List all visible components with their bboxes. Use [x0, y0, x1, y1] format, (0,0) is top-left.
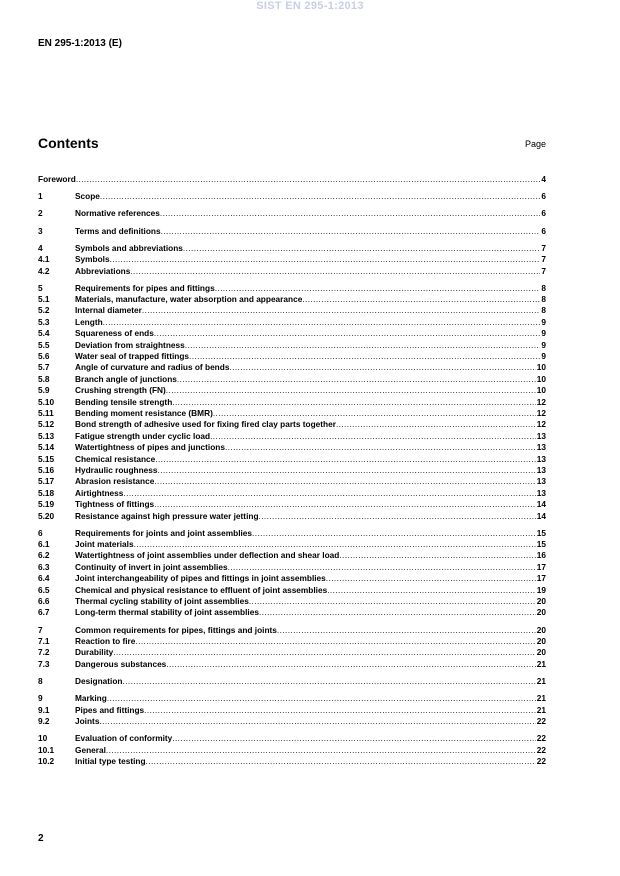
- toc-entry-page: 19: [536, 584, 546, 595]
- toc-entry-page: 17: [536, 573, 546, 584]
- toc-entry-number: 6.1: [38, 539, 50, 550]
- toc-entry-page: 20: [536, 636, 546, 647]
- toc-entry-page: 6: [541, 225, 546, 236]
- dot-leader: [135, 636, 535, 647]
- toc-entry-title: Normative references: [75, 208, 160, 219]
- toc-entry-number: 6.7: [38, 607, 50, 618]
- toc-entry-title: Terms and definitions: [75, 225, 161, 236]
- toc-entry[interactable]: [38, 596, 546, 607]
- toc-entry-title: Airtightness: [75, 487, 124, 498]
- toc-entry-title: Requirements for pipes and fittings: [75, 282, 215, 293]
- dot-leader: [166, 385, 536, 396]
- toc-entry-number: 7.1: [38, 636, 50, 647]
- toc-entry-title: Bond strength of adhesive used for fixing fired clay parts together: [75, 419, 336, 430]
- toc-entry-number: 9.1: [38, 704, 50, 715]
- toc-entry-number: 5.16: [38, 464, 55, 475]
- toc-entry-title: Chemical and physical resistance to effluent of joint assemblies: [75, 584, 328, 595]
- toc-entry-title: Durability: [75, 647, 114, 658]
- toc-entry-title: Crushing strength (FN): [75, 385, 166, 396]
- toc-entry-number: 1: [38, 191, 43, 202]
- toc-entry-number: 6.5: [38, 584, 50, 595]
- toc-entry[interactable]: [38, 454, 546, 465]
- toc-entry-number: 4.2: [38, 265, 50, 276]
- document-header: EN 295-1:2013 (E): [38, 38, 122, 49]
- toc-entry-title: Dangerous substances: [75, 658, 167, 669]
- dot-leader: [177, 374, 536, 385]
- toc-entry-number: 5.6: [38, 351, 50, 362]
- toc-entry[interactable]: [38, 659, 546, 670]
- dot-leader: [210, 431, 536, 442]
- dot-leader: [213, 408, 536, 419]
- toc-entry-title: Abrasion resistance: [75, 476, 155, 487]
- toc-entry[interactable]: [38, 647, 546, 658]
- toc-entry-title: Chemical resistance: [75, 453, 156, 464]
- toc-entry-title: Hydraulic roughness: [75, 464, 158, 475]
- toc-entry-page: 6: [541, 191, 546, 202]
- dot-leader: [103, 317, 541, 328]
- toc-entry-page: 20: [536, 596, 546, 607]
- toc-entry-number: 4: [38, 242, 43, 253]
- dot-leader: [183, 243, 540, 254]
- toc-entry-page: 10: [536, 373, 546, 384]
- toc-entry-title: Scope: [75, 191, 100, 202]
- toc-entry-page: 12: [536, 408, 546, 418]
- toc-entry-number: 9.2: [38, 715, 50, 726]
- toc-entry-number: 5.4: [38, 328, 50, 339]
- toc-entry[interactable]: [38, 733, 546, 744]
- toc-entry-title: Internal diameter: [75, 305, 142, 316]
- toc-entry[interactable]: [38, 419, 546, 430]
- toc-entry-number: 5.10: [38, 396, 55, 407]
- toc-entry-number: 5.15: [38, 453, 55, 464]
- toc-entry-number: 6.2: [38, 550, 50, 561]
- toc-entry[interactable]: [38, 328, 546, 339]
- toc-entry-page: 15: [536, 539, 546, 550]
- toc-entry-title: Reaction to fire: [75, 636, 136, 647]
- toc-entry-page: 22: [536, 744, 546, 755]
- toc-entry-title: Symbols: [75, 254, 110, 265]
- toc-entry-page: 8: [541, 282, 546, 293]
- toc-entry[interactable]: [38, 351, 546, 362]
- toc-entry[interactable]: [38, 585, 546, 596]
- toc-entry-title: Bending moment resistance (BMR): [75, 408, 213, 418]
- toc-entry[interactable]: [38, 283, 546, 294]
- dot-leader: [172, 733, 536, 744]
- toc-entry[interactable]: [38, 511, 546, 522]
- dot-leader: [146, 756, 536, 767]
- toc-entry-title: Abbreviations: [75, 265, 131, 276]
- toc-entry-page: 13: [536, 476, 546, 487]
- toc-entry-page: 6: [541, 208, 546, 219]
- dot-leader: [134, 539, 536, 550]
- toc-entry-page: 22: [536, 715, 546, 726]
- toc-entry[interactable]: [38, 625, 546, 636]
- toc-entry-title: Symbols and abbreviations: [75, 242, 183, 253]
- dot-leader: [142, 305, 541, 316]
- toc-entry-number: 6.6: [38, 596, 50, 607]
- dot-leader: [76, 174, 541, 185]
- toc-entry-number: 5.3: [38, 316, 50, 327]
- toc-entry[interactable]: [38, 499, 546, 510]
- toc-entry[interactable]: [38, 465, 546, 476]
- dot-leader: [155, 454, 536, 465]
- dot-leader: [185, 340, 541, 351]
- toc-entry-page: 8: [541, 294, 546, 305]
- toc-entry-number: 5.19: [38, 499, 55, 510]
- toc-entry-page: 13: [536, 442, 546, 453]
- toc-entry[interactable]: [38, 431, 546, 442]
- toc-entry[interactable]: [38, 442, 546, 453]
- toc-entry[interactable]: [38, 208, 546, 219]
- toc-entry[interactable]: [38, 693, 546, 704]
- toc-entry-page: 22: [536, 733, 546, 744]
- toc-entry-title: Angle of curvature and radius of bends: [75, 362, 230, 373]
- dot-leader: [100, 191, 540, 202]
- toc-entry-page: 20: [536, 607, 546, 618]
- toc-entry-number: 5.14: [38, 442, 55, 453]
- dot-leader: [110, 254, 541, 265]
- dot-leader: [158, 465, 536, 476]
- toc-entry-number: 5.11: [38, 408, 54, 418]
- toc-entry-title: Length: [75, 316, 103, 327]
- toc-entry-page: 12: [536, 396, 546, 407]
- toc-entry[interactable]: [38, 745, 546, 756]
- toc-entry[interactable]: [38, 488, 546, 499]
- toc-entry-page: 21: [536, 693, 546, 704]
- toc-entry-number: 5.1: [38, 294, 50, 305]
- dot-leader: [326, 573, 536, 584]
- toc-entry[interactable]: [38, 362, 546, 373]
- toc-entry[interactable]: [38, 374, 546, 385]
- toc-entry-number: 8: [38, 675, 43, 686]
- toc-entry-title: Water seal of trapped fittings: [75, 351, 190, 362]
- toc-entry[interactable]: [38, 340, 546, 351]
- toc-entry-page: 20: [536, 647, 546, 658]
- toc-entry[interactable]: [38, 756, 546, 767]
- toc-entry-title: Watertightness of joint assemblies under deflection and shear load: [75, 550, 340, 561]
- toc-entry-page: 21: [536, 658, 546, 669]
- dot-leader: [154, 476, 535, 487]
- dot-leader: [166, 659, 535, 670]
- toc-entry-page: 4: [541, 173, 546, 184]
- toc-entry-number: 7: [38, 624, 43, 635]
- toc-entry-page: 13: [536, 487, 546, 498]
- toc-entry[interactable]: [38, 476, 546, 487]
- toc-entry-title: Long-term thermal stability of joint assemblies: [75, 607, 259, 618]
- toc-entry-title: Squareness of ends: [75, 328, 154, 339]
- dot-leader: [172, 397, 536, 408]
- toc-entry[interactable]: [38, 716, 546, 727]
- dot-leader: [339, 550, 535, 561]
- toc-entry-page: 14: [536, 510, 546, 521]
- toc-entry-number: 5.18: [38, 487, 55, 498]
- toc-entry-page: 13: [536, 464, 546, 475]
- toc-entry-title: Foreword: [38, 173, 76, 184]
- toc-entry-title: Marking: [75, 693, 107, 704]
- dot-leader: [130, 266, 540, 277]
- toc-entry-number: 5.13: [38, 430, 55, 441]
- toc-entry-page: 17: [536, 561, 546, 572]
- toc-entry-page: 9: [541, 339, 546, 350]
- toc-entry-title: Initial type testing: [75, 755, 146, 766]
- toc-entry[interactable]: [38, 243, 546, 254]
- toc-entry-number: 10.2: [38, 755, 55, 766]
- toc-entry-number: 3: [38, 225, 43, 236]
- toc-entry-page: 10: [536, 362, 546, 373]
- dot-leader: [107, 693, 536, 704]
- toc-entry-number: 7.2: [38, 647, 50, 658]
- toc-entry[interactable]: [38, 607, 546, 618]
- toc-entry[interactable]: [38, 226, 546, 237]
- toc-entry-number: 4.1: [38, 254, 50, 265]
- toc-entry[interactable]: [38, 636, 546, 647]
- toc-entry-number: 6: [38, 527, 43, 538]
- toc-entry-page: 21: [536, 675, 546, 686]
- toc-entry-number: 5.2: [38, 305, 50, 316]
- toc-entry-title: Continuity of invert in joint assemblies: [75, 561, 228, 572]
- toc-entry[interactable]: [38, 528, 546, 539]
- toc-entry-title: Resistance against high pressure water jetting: [75, 510, 259, 521]
- toc-entry-page: 9: [541, 351, 546, 362]
- dot-leader: [113, 647, 536, 658]
- toc-entry-number: 10.1: [38, 744, 55, 755]
- toc-entry[interactable]: [38, 562, 546, 573]
- toc-entry-title: Deviation from straightness: [75, 339, 185, 350]
- page-column-label: Page: [524, 139, 546, 149]
- toc-entry-number: 5: [38, 282, 43, 293]
- toc-entry-title: Fatigue strength under cyclic load: [75, 430, 211, 441]
- dot-leader: [302, 294, 540, 305]
- toc-entry[interactable]: [38, 408, 546, 419]
- toc-entry-title: Bending tensile strength: [75, 396, 173, 407]
- toc-entry-number: 9: [38, 693, 43, 704]
- dot-leader: [252, 528, 536, 539]
- dot-leader: [249, 596, 536, 607]
- toc-entry-title: Common requirements for pipes, fittings and joints: [75, 624, 277, 635]
- dot-leader: [154, 499, 536, 510]
- toc-entry-number: 5.12: [38, 419, 55, 430]
- page-title: Contents: [38, 135, 99, 151]
- toc-entry-title: Materials, manufacture, water absorption and appearance: [75, 294, 303, 305]
- toc-entry-number: 6.3: [38, 561, 50, 572]
- toc-entry[interactable]: [38, 705, 546, 716]
- toc-entry-title: Joints: [75, 715, 100, 726]
- dot-leader: [122, 676, 535, 687]
- dot-leader: [277, 625, 536, 636]
- toc-entry-title: Requirements for joints and joint assemblies: [75, 527, 253, 538]
- toc-entry-page: 7: [541, 254, 546, 265]
- dot-leader: [106, 745, 536, 756]
- dot-leader: [229, 362, 535, 373]
- toc-entry-page: 15: [536, 527, 546, 538]
- toc-entry-title: Designation: [75, 675, 123, 686]
- dot-leader: [225, 442, 536, 453]
- toc-entry-number: 5.8: [38, 373, 50, 384]
- toc-entry[interactable]: [38, 306, 546, 317]
- toc-entry[interactable]: [38, 266, 546, 277]
- dot-leader: [259, 607, 536, 618]
- toc-entry-page: 8: [541, 305, 546, 316]
- toc-entry-page: 14: [536, 499, 546, 510]
- toc-entry-number: 2: [38, 208, 43, 219]
- toc-entry[interactable]: [38, 397, 546, 408]
- toc-entry-title: Pipes and fittings: [75, 704, 145, 715]
- toc-entry-title: Joint interchangeability of pipes and fittings in joint assemblies: [75, 573, 326, 584]
- dot-leader: [215, 283, 541, 294]
- toc-entry[interactable]: [38, 317, 546, 328]
- toc-entry-page: 21: [536, 704, 546, 715]
- toc-entry-title: Thermal cycling stability of joint assemblies: [75, 596, 249, 607]
- toc-entry[interactable]: [38, 294, 546, 305]
- toc-entry-number: 5.9: [38, 385, 50, 396]
- watermark: SIST EN 295-1:2013: [256, 0, 364, 12]
- toc-entry[interactable]: [38, 551, 546, 562]
- toc-entry-title: Branch angle of junctions: [75, 373, 177, 384]
- dot-leader: [189, 351, 540, 362]
- dot-leader: [228, 562, 536, 573]
- table-of-contents: [38, 174, 546, 767]
- dot-leader: [154, 328, 541, 339]
- toc-entry[interactable]: [38, 174, 546, 185]
- toc-entry-title: Joint materials: [75, 539, 134, 550]
- toc-entry-title: General: [75, 744, 106, 755]
- toc-entry-page: 12: [536, 419, 546, 430]
- toc-entry-number: 5.7: [38, 362, 50, 373]
- toc-entry-page: 13: [536, 453, 546, 464]
- dot-leader: [336, 419, 536, 430]
- dot-leader: [123, 488, 535, 499]
- toc-entry-number: 10: [38, 733, 48, 744]
- dot-leader: [99, 716, 535, 727]
- toc-entry-page: 10: [536, 385, 546, 396]
- toc-entry-number: 6.4: [38, 573, 50, 584]
- dot-leader: [144, 705, 536, 716]
- toc-entry-page: 9: [541, 316, 546, 327]
- toc-entry[interactable]: [38, 573, 546, 584]
- dot-leader: [327, 585, 536, 596]
- dot-leader: [161, 226, 541, 237]
- dot-leader: [259, 511, 536, 522]
- toc-entry-page: 13: [536, 430, 546, 441]
- toc-entry-number: 5.5: [38, 339, 50, 350]
- toc-entry-number: 5.20: [38, 510, 55, 521]
- toc-entry[interactable]: [38, 676, 546, 687]
- toc-entry[interactable]: [38, 539, 546, 550]
- toc-entry-title: Tightness of fittings: [75, 499, 155, 510]
- toc-entry-title: Watertightness of pipes and junctions: [75, 442, 225, 453]
- toc-entry[interactable]: [38, 254, 546, 265]
- toc-entry-number: 7.3: [38, 658, 50, 669]
- toc-entry-page: 7: [541, 242, 546, 253]
- page-number: 2: [38, 833, 44, 844]
- toc-entry[interactable]: [38, 191, 546, 202]
- toc-entry-title: Evaluation of conformity: [75, 733, 173, 744]
- dot-leader: [160, 208, 541, 219]
- toc-entry[interactable]: [38, 385, 546, 396]
- toc-entry-page: 9: [541, 328, 546, 339]
- toc-entry-page: 20: [536, 624, 546, 635]
- toc-entry-page: 22: [536, 755, 546, 766]
- toc-entry-page: 7: [541, 265, 546, 276]
- toc-entry-page: 16: [536, 550, 546, 561]
- toc-entry-number: 5.17: [38, 476, 55, 487]
